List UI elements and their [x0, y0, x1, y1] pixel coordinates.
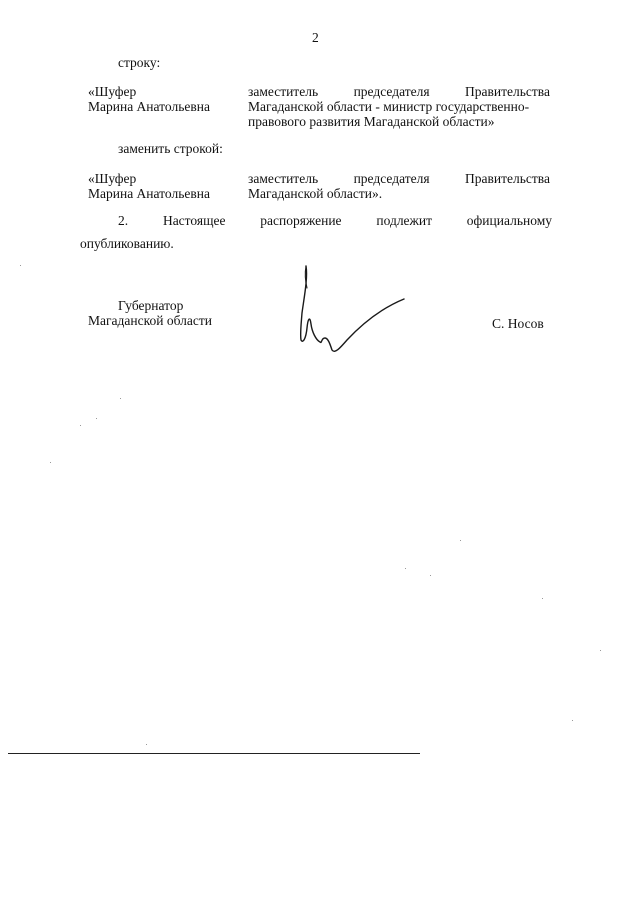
old-entry-position-line2: Магаданской области - министр государственно- — [248, 99, 530, 114]
intro-label: строку: — [118, 55, 161, 70]
item2-line2: опубликованию. — [80, 236, 174, 251]
old-entry-name-line2: Марина Анатольевна — [88, 99, 210, 114]
new-entry-name-line2: Марина Анатольевна — [88, 186, 210, 201]
scan-speck — [50, 462, 51, 463]
scan-speck — [120, 398, 121, 399]
new-entry-name-line1: «Шуфер — [88, 171, 137, 186]
scan-speck — [542, 598, 543, 599]
old-entry-name-line1: «Шуфер — [88, 84, 137, 99]
scan-speck — [20, 265, 21, 266]
handwritten-signature — [292, 258, 412, 358]
replace-label: заменить строкой: — [118, 141, 223, 156]
old-entry-position-line1: заместитель председателя Правительства — [248, 84, 550, 99]
scan-speck — [572, 720, 573, 721]
scan-speck — [430, 575, 431, 576]
new-entry-position-line1: заместитель председателя Правительства — [248, 171, 550, 186]
governor-title-line1: Губернатор — [118, 298, 184, 313]
governor-title-line2: Магаданской области — [88, 313, 212, 328]
scan-speck — [80, 425, 81, 426]
scan-speck — [600, 650, 601, 651]
scan-speck — [96, 418, 97, 419]
footer-rule — [8, 753, 420, 754]
new-entry-position-line2: Магаданской области». — [248, 186, 383, 201]
page-number: 2 — [312, 30, 319, 45]
scan-speck — [405, 568, 406, 569]
scan-speck — [460, 540, 461, 541]
scan-speck — [146, 744, 147, 745]
governor-name: С. Носов — [492, 316, 544, 331]
item2-line1: 2. Настоящее распоряжение подлежит официальному — [118, 213, 552, 228]
old-entry-position-line3: правового развития Магаданской области» — [248, 114, 495, 129]
